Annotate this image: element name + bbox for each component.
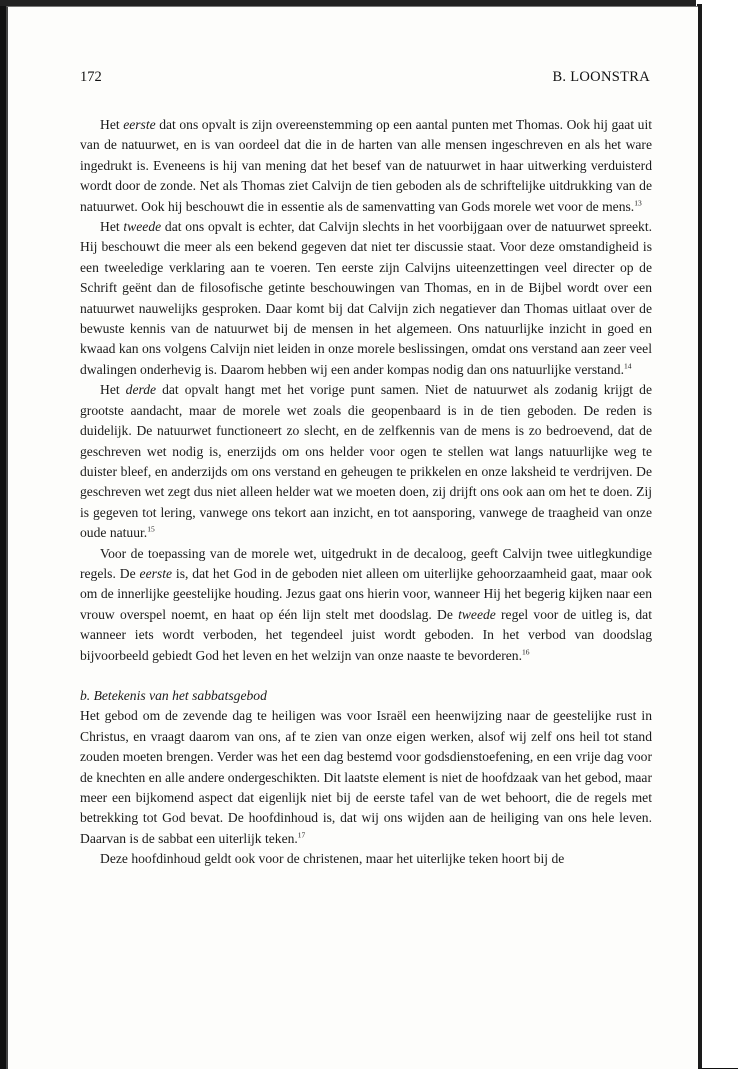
footnote-marker: 13 <box>634 198 642 208</box>
paragraph <box>80 115 652 217</box>
paragraph-text: Voor de toepassing van de morele wet, uitgedrukt in de decaloog, geeft Calvijn twee uitlegkundige regels. De <box>80 545 652 581</box>
paragraph <box>80 849 652 869</box>
page-body <box>80 115 652 870</box>
paragraph <box>80 380 652 543</box>
paragraph-text: is, dat het God in de geboden niet alleen om uiterlijke gehoorzaamheid gaat, maar ook om de innerlijke geestelijke houding. Jezus gaat ons hierin voor, wanneer Hij het begerig kijken naar een vrouw overspel noemt, en haat op één lijn stelt met doodslag. De <box>80 565 652 622</box>
paragraph-text: dat ons opvalt is echter, dat Calvijn slechts in het voorbijgaan over de natuurwet spreekt. Hij beschouwt die meer als een bekend gegeven dat niet ter discussie staat. Voor deze omstandigheid is een tweeledige verklaring aan te voeren. Ten eerste zijn Calvijns uiteenzettingen veel directer op de Schrift geënt dan de filosofische getinte beschouwingen van Thomas, en in de Bijbel wordt over een natuurwet nauwelijks gesproken. Daar komt bij dat Calvijn zich negatiever dan Thomas uitlaat over de bewuste kennis van de natuurwet bij de mensen in het algemeen. Ons natuurlijke inzicht in goed en kwaad kan ons volgens Calvijn niet leiden in onze morele beslissingen, omdat ons verstand aan zeer veel dwalingen onderhevig is. Daarom hebben wij een ander kompas nodig dan ons natuurlijke verstand. <box>80 219 652 377</box>
paragraph-text: Het <box>100 117 124 132</box>
scan-right-margin <box>696 0 738 1068</box>
emphasis-text: eerste <box>139 565 173 581</box>
paragraph <box>80 544 652 666</box>
paragraph-text: Het <box>100 219 124 235</box>
footnote-marker: 16 <box>522 647 530 657</box>
emphasis-text: derde <box>125 382 157 398</box>
footnote-marker: 17 <box>297 830 306 840</box>
paragraph-text: Deze hoofdinhoud geldt ook voor de christenen, maar het uiterlijke teken hoort bij de <box>100 851 565 867</box>
emphasis-text: eerste <box>123 117 156 132</box>
paragraph-text: dat opvalt hangt met het vorige punt samen. Niet de natuurwet als zodanig krijgt de grootste aandacht, maar de morele wet zoals die geopenbaard is in de tien geboden. De reden is duidelijk. De natuurwet functioneert zo slecht, en de zelfkennis van de mens is zo bedroevend, dat de geschreven wet nodig is, enerzijds om ons helder voor ogen te stellen wat langs natuurlijke weg te duister bleef, en anderzijds om ons verstand en geheugen te prikkelen en onze laksheid te verdrijven. De geschreven wet zegt dus niet alleen helder wat we moeten doen, zij drijft ons ook aan om het te doen. Zij is gegeven tot lering, vanwege ons tekort aan inzicht, en tot aansporing, vanwege de traagheid van onze oude natuur. <box>80 382 652 541</box>
footnote-marker: 14 <box>623 361 632 371</box>
footnote-marker: 15 <box>147 524 155 534</box>
book-page <box>6 6 698 1069</box>
paragraph-text: regel voor de uitleg is, dat wanneer iets wordt verboden, het tegendeel juist wordt geboden. In het verbod van doodslag bijvoorbeeld gebiedt God het leven en het welzijn van onze naaste te bevorderen. <box>80 606 652 663</box>
paragraph-text: dat ons opvalt is zijn overeenstemming op een aantal punten met Thomas. Ook hij gaat uit van de natuurwet, en is van oordeel dat die in de harten van alle mensen ingeschreven en als het ware ingedrukt is. Eveneens is hij van mening dat het besef van de natuurwet in haar uitwerking verduisterd wordt door de zonde. Net als Thomas ziet Calvijn de tien geboden als de schriftelijke uitdrukking van de natuurwet. Ook hij beschouwt die in essentie als de samenvatting van Gods morele wet voor de mens. <box>80 117 653 214</box>
paragraph <box>80 706 652 849</box>
paragraph-text: Het gebod om de zevende dag te heiligen was voor Israël een heenwijzing naar de geestelijke rust in Christus, en vraagt daarom van ons, af te zien van onze eigen werken, alsof wij zelf ons heil tot stand zouden moeten brengen. Verder was het een dag bestemd voor godsdienstoefening, en een vrije dag voor de knechten en alle andere ondergeschikten. Dit laatste element is niet de hoofdzaak van het gebod, maar meer een bijkomend aspect dat eigenlijk niet bij de eerste tafel van de wet behoort, die de regels met betrekking tot God bevat. De hoofdinhoud is, dat wij ons wijden aan de heiliging van ons hele leven. Daarvan is de sabbat een uiterlijk teken. <box>80 708 652 846</box>
emphasis-text: tweede <box>123 219 162 235</box>
running-head: B. LOONSTRA <box>552 69 650 85</box>
emphasis-text: tweede <box>458 606 496 622</box>
section-heading: b. Betekenis van het sabbatsgebod <box>80 687 267 703</box>
page-number: 172 <box>80 69 102 85</box>
paragraph <box>80 217 652 380</box>
paragraph-text: Het <box>100 382 126 398</box>
